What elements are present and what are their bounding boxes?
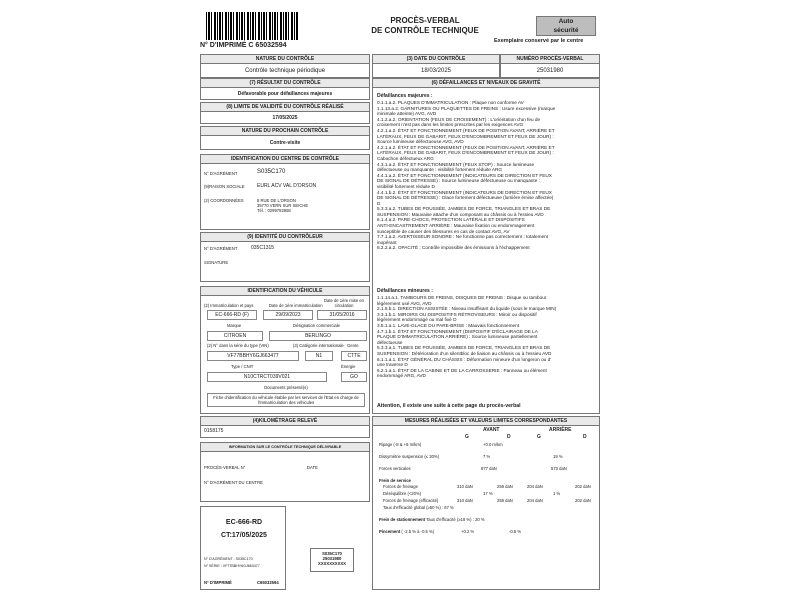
major-defects-title: Défaillances majeures : bbox=[377, 93, 433, 99]
major-defect-line: ANTI-ENCASTREMENT ARRIÈRE : Mauvaise fixation ou endommagement bbox=[377, 223, 535, 229]
title-line-2: DE CONTRÔLE TECHNIQUE bbox=[371, 26, 479, 35]
attention-note: Attention, il existe une suite à cette page du procès-verbal bbox=[377, 403, 521, 409]
minor-defect-line: légèrement endommagé ou mal fixé D bbox=[377, 317, 457, 323]
pv-value: 25031980 bbox=[536, 68, 564, 74]
model-value: BERLINGO bbox=[269, 331, 367, 341]
stub-plate: EC-666-RD bbox=[225, 519, 263, 526]
minor-defect-line: 6.2.1.a.1. ÉTAT DE LA CABINE ET DE LA CARROSSERIE : Panneau ou élément bbox=[377, 367, 547, 373]
center-box: IDENTIFICATION DU CENTRE DE CONTRÔLE N° D'AGRÉMENT S035C170 (9)RAISON SOCIALE EURL ACV VAL D'ORSON (2) COORDONNÉES 8 RUE DE L'ORSON 35770 VERN SUR SEICHE Tél. : 0299782958 bbox=[200, 154, 370, 230]
major-defect-line: 0.1.1.a.2. PLAQUES D'IMMATRICULATION : Plaque non conforme AV bbox=[377, 100, 524, 105]
major-defect-line: 8.2.2.a.2. OPACITÉ : Contrôle impossible des émissions à l'échappement bbox=[377, 245, 530, 251]
title-line-1: PROCÈS-VERBAL bbox=[390, 16, 460, 25]
signature-label: SIGNATURE bbox=[204, 260, 229, 265]
documents-note: Fiche d'identification du véhicule établie par les services de l'Etat en charge de l'immatriculation des véhicules bbox=[207, 393, 365, 407]
minor-defect-line: PLAQUE D'IMMATRICULATION ARRIÈRE) : Source lumineuse partiellement bbox=[377, 334, 538, 340]
date-value: 18/03/2025 bbox=[420, 68, 452, 74]
major-defect-line: Source lumineuse défectueuse AVG, AVD bbox=[377, 139, 464, 145]
minor-defect-line: une traverse D bbox=[377, 362, 408, 368]
minor-defect-line: 5.3.3.a.1. TUBES DE POUSSÉE, JAMBES DE FORCE, TRIANGLES ET BRAS DE bbox=[377, 345, 551, 351]
nature-value: Contrôle technique périodique bbox=[244, 68, 326, 74]
center-name: EURL ACV VAL D'ORSON bbox=[257, 183, 317, 189]
genre-value: CTTE bbox=[341, 351, 367, 361]
center-address: 8 RUE DE L'ORSON 35770 VERN SUR SEICHE Tél. : 0299782958 bbox=[257, 198, 309, 214]
major-defect-line: inopérant bbox=[377, 239, 397, 245]
major-defect-line: 4.1.2.a.2. ORIENTATION (FEUX DE CROISEMENT) : L'orientation d'un feu de bbox=[377, 116, 541, 122]
minor-defect-line: 6.1.1.a.1. ÉTAT GÉNÉRAL DU CHÂSSIS : Déformation mineure d'un longeron ou d' bbox=[377, 356, 552, 362]
ripage-value: +0.0 m/km bbox=[483, 442, 503, 447]
major-defect-line: minimale atteinte) AVG, AVD bbox=[377, 111, 437, 117]
minor-defect-line: légèrement usé AVG, AVD bbox=[377, 300, 432, 306]
vehicle-box: IDENTIFICATION DU VÉHICULE (2) Immatriculation et pays Date de 1ère immatriculation Date de 1ère mise en circulation EC-666-RD (F) 29/09/2023 31/05/2016 Marque Désignation commerciale CITROEN BERLINGO (2) N° dans la série du type (VIN) (3) Catégorie internationale Genre VF77BBHY6GJ663477 N1 CTTE Type / CNIT Énergie N10CTRCT039V021 GO Documents présenté(s) Fiche d'identification du véhicule établie par les services de l'Etat en charge de l'immatriculation des véhicules bbox=[200, 286, 370, 414]
pincement-row: Pincement ( -2.5 % à -0.5 %) bbox=[379, 529, 435, 534]
major-defect-line: DE SIGNAL DE DÉTRESSE) : Source lumineuse défectueuse ou manquante : bbox=[377, 178, 540, 184]
major-defect-line: DE SIGNAL DE DÉTRESSE) : Glace fortement défectueuse (lumière émise affectée) bbox=[377, 195, 554, 201]
validity-value: 17/05/2025 bbox=[272, 115, 298, 121]
major-defect-line: LATÉRAUX, FEUX DE GABARIT, FEUX D'ENCOMBREMENT ET FEUX DE JOUR) : bbox=[377, 150, 554, 156]
major-defect-line: 6.1.4.a.2. PARE-CHOCS, PROTECTION LATÉRALE ET DISPOSITIFS bbox=[377, 217, 525, 223]
next-control-value: Contre-visite bbox=[269, 140, 301, 146]
center-agrement: S035C170 bbox=[257, 169, 286, 175]
major-defect-line: 7.7.1.a.2. AVERTISSEUR SONORE : Ne fonctionne pas correctement : totalement bbox=[377, 234, 548, 240]
result-box: (7) RÉSULTAT DU CONTRÔLE Défavorable pour défaillances majeures bbox=[200, 78, 370, 100]
date-box: (3) DATE DU CONTRÔLE 18/03/2025 bbox=[372, 54, 500, 78]
first-circulation-value: 31/05/2016 bbox=[317, 310, 367, 320]
minor-defects-list bbox=[377, 295, 597, 379]
major-defect-line: 1.1.13.a.2. GARNITURES OU PLAQUETTES DE FREINS : Usure excessive (marque bbox=[377, 105, 556, 111]
service-brake-title: Frein de service bbox=[379, 478, 411, 483]
measures-box: MESURES RÉALISÉES ET VALEURS LIMITES CORRESPONDANTES AVANT ARRIÈRE G D G D Ripage (-8 & +8 m/km) +0.0 m/km Dissymétrie suspension (≤ 30%) 7 % 19 % Forces verticales 877 daN 573 daN Frein de service Forces de freinage 310 daN 259 daN 204 daN 202 daN Déséquilibre (<20%) 17 % 1 % Forces de freinage (efficacité) 310 daN 259 daN 204 daN 202 daN Taux d'efficacité global (≥50 %) : 67 % Frein de stationnement Taux d'efficacité (≥18 %) : 20 % Pincement ( -2.5 % à -0.5 %) +0.2 % -0.5 % bbox=[372, 416, 600, 590]
km-value: 0158175 bbox=[204, 428, 224, 434]
controller-agrement: 035C1315 bbox=[251, 245, 275, 251]
type-value: N10CTRCT039V021 bbox=[207, 372, 327, 382]
major-defect-line: défectueuse ou manquante : visibilité fortement réduite ARG bbox=[377, 167, 503, 173]
next-control-box: NATURE DU PROCHAIN CONTRÔLE Contre-visite bbox=[200, 126, 370, 150]
major-defect-line: D bbox=[377, 200, 381, 206]
vin-value: VF77BBHY6GJ663477 bbox=[207, 351, 299, 361]
validity-box: (8) LIMITE DE VALIDITÉ DU CONTRÔLE RÉALISÉ 17/05/2025 bbox=[200, 102, 370, 124]
major-defect-line: 4.4.1.a.2. ÉTAT ET FONCTIONNEMENT (INDICATEURS DE DIRECTION ET FEUX bbox=[377, 172, 552, 178]
imprime-label: N° D'IMPRIMÉ bbox=[200, 42, 247, 49]
major-defect-line: susceptible de causer des blessures en cas de contact AVG, AV bbox=[377, 228, 510, 234]
major-defect-line: SUSPENSION : Mauvaise attache d'un composant au châssis ou à l'essieu AVD bbox=[377, 211, 544, 217]
brand-logo: Auto sécurité bbox=[536, 16, 596, 36]
minor-defect-line: 2.1.5.b.1. DIRECTION ASSISTÉE : Niveau insuffisant du liquide (sous le marque MIN) bbox=[377, 306, 557, 312]
major-defect-line: 4.2.1.a.2. ÉTAT ET FONCTIONNEMENT (FEUX DE POSITION AVANT, ARRIÈRE ET bbox=[377, 127, 555, 133]
imprime-value: C 65032594 bbox=[248, 42, 287, 49]
result-value: Défavorable pour défaillances majeures bbox=[237, 91, 333, 97]
parking-brake-row: Frein de stationnement Taux d'efficacité (≥18 %) : 20 % bbox=[379, 517, 485, 522]
deliverable-box: INFORMATION SUR LE CONTRÔLE TECHNIQUE DÉLIVRABLE PROCÈS-VERBAL N° DATE N° D'AGRÉMENT DU CENTRE bbox=[200, 442, 370, 502]
major-defect-line: 4.3.1.a.2. ÉTAT ET FONCTIONNEMENT (FEUX STOP) : Source lumineuse bbox=[377, 161, 535, 167]
major-defect-line: 4.2.1.a.2. ÉTAT ET FONCTIONNEMENT (FEUX DE POSITION AVANT, ARRIÈRE ET bbox=[377, 144, 555, 150]
copy-note: Exemplaire conservé par le centre bbox=[494, 38, 584, 44]
minor-defect-line: SUSPENSION : Détérioration d'un silentbloc de liaison au châssis ou à l'essieu AVD bbox=[377, 350, 552, 356]
stub-imprime: C65032594 bbox=[257, 580, 279, 585]
minor-defect-line: endommagé ARG, AVD bbox=[377, 373, 426, 379]
major-defects-list bbox=[377, 100, 597, 251]
major-defect-line: 5.3.3.a.2. TUBES DE POUSSÉE, JAMBES DE FORCE, TRIANGLES ET BRAS DE bbox=[377, 206, 551, 212]
major-defect-line: croisement n'est pas dans les limites prescrites par les exigences AVG bbox=[377, 122, 524, 128]
energy-value: GO bbox=[341, 372, 367, 382]
km-box: (4)KILOMÉTRAGE RELEVÉ 0158175 bbox=[200, 416, 370, 438]
stub-ct-date: CT:17/05/2025 bbox=[221, 532, 267, 539]
minor-defect-line: 1.1.14.a.1. TAMBOURS DE FREINS, DISQUES DE FREINS : Disque ou tambour bbox=[377, 295, 547, 300]
plate-value: EC-666-RD (F) bbox=[207, 310, 257, 320]
nature-box: NATURE DU CONTRÔLE Contrôle technique périodique bbox=[200, 54, 370, 78]
minor-defect-line: 4.7.1.b.1. ÉTAT ET FONCTIONNEMENT (DISPOSITIF D'ÉCLAIRAGE DE LA bbox=[377, 328, 538, 334]
brand-value: CITROEN bbox=[207, 331, 263, 341]
first-registration-value: 29/09/2023 bbox=[263, 310, 313, 320]
minor-defect-line: 3.5.1.a.1. LAVE-GLACE DU PARE-BRISE : Mauvais fonctionnement bbox=[377, 322, 520, 328]
major-defect-line: Cabochon défectueux ARG bbox=[377, 155, 434, 161]
controller-box: (9) IDENTITÉ DU CONTRÔLEUR N° D'AGRÉMENT 035C1315 SIGNATURE bbox=[200, 232, 370, 282]
major-defect-line: 4.4.1.b.2. ÉTAT ET FONCTIONNEMENT (INDICATEURS DE DIRECTION ET FEUX bbox=[377, 189, 552, 195]
stub-box: EC-666-RD CT:17/05/2025 N° D'AGRÉMENT : S035C170 N° SÉRIE : VF77BBHY6GJ663477 N° D'IMPRIMÉ C65032594 bbox=[200, 506, 286, 590]
major-defect-line: LATÉRAUX, FEUX DE GABARIT, FEUX D'ENCOMBREMENT ET FEUX DE JOUR) : bbox=[377, 133, 554, 139]
defects-box: (6) DÉFAILLANCES ET NIVEAUX DE GRAVITÉ Défaillances majeures : 0.1.1.a.2. PLAQUES D'IMMATRICULATION : Plaque non conforme AV 1.1.13.a.2. GARNITURES OU PLAQUETTES DE FREINS : Usure excessive (marque minimale atteinte) AVG, AVD 4.1.2.a.2. ORIENTATION (FEUX DE CROISEMENT) : L'orientation d'un feu de croisement n'est pas dans les limites prescrites par les exigences AVG 4.2.1.a.2. ÉTAT ET FONCTIONNEMENT (FEUX DE POSITION AVANT, ARRIÈRE ET LATÉRAUX, FEUX DE GABARIT, FEUX D'ENCOMBREMENT ET FEUX DE JOUR) : Source lumineuse défectueuse AVG, AVD 4.2.1.a.2. ÉTAT ET FONCTIONNEMENT (FEUX DE POSITION AVANT, ARRIÈRE ET LATÉRAUX, FEUX DE GABARIT, FEUX D'ENCOMBREMENT ET FEUX DE JOUR) : Cabochon défectueux ARG 4.3.1.a.2. ÉTAT ET FONCTIONNEMENT (FEUX STOP) : Source lumineuse défectueuse ou manquante : visibilité fortement réduite ARG 4.4.1.a.2. ÉTAT ET FONCTIONNEMENT (INDICATEURS DE DIRECTION ET FEUX DE SIGNAL DE DÉTRESSE) : Source lumineuse défectueuse ou manquante : visibilité fortement réduite D 4.4.1.b.2. ÉTAT ET FONCTIONNEMENT (INDICATEURS DE DIRECTION ET FEUX DE SIGNAL DE DÉTRESSE) : Glace fortement défectueuse (lumière émise affectée) D 5.3.3.a.2. TUBES DE POUSSÉE, JAMBES DE FORCE, TRIANGLES ET BRAS DE SUSPENSION : Mauvaise attache d'un composant au châssis ou à l'essieu AVD 6.1.4.a.2. PARE-CHOCS, PROTECTION LATÉRALE ET DISPOSITIFS ANTI-ENCASTREMENT ARRIÈRE : Mauvaise fixation ou endommagement susceptible de causer des blessures en cas de contact AVG, AV 7.7.1.a.2. AVERTISSEUR SONORE : Ne fonctionne pas correctement : totalement inopérant 8.2.2.a.2. OPACITÉ : Contrôle impossible des émissions à l'échappement Défaillances mineures : 1.1.14.a.1. TAMBOURS DE FREINS, DISQUES DE FREINS : Disque ou tambour légèrement usé AVG, AVD 2.1.5.b.1. DIRECTION ASSISTÉE : Niveau insuffisant du liquide (sous le marque MIN) 3.3.1.b.1. MIROIRS OU DISPOSITIFS RÉTROVISEURS : Miroir ou dispositif légèrement endommagé ou mal fixé D 3.5.1.a.1. LAVE-GLACE DU PARE-BRISE : Mauvais fonctionnement 4.7.1.b.1. ÉTAT ET FONCTIONNEMENT (DISPOSITIF D'ÉCLAIRAGE DE LA PLAQUE D'IMMATRICULATION ARRIÈRE) : Source lumineuse partiellement défectueuse 5.3.3.a.1. TUBES DE POUSSÉE, JAMBES DE FORCE, TRIANGLES ET BRAS DE SUSPENSION : Détérioration d'un silentbloc de liaison au châssis ou à l'essieu AVD 6.1.1.a.1. ÉTAT GÉNÉRAL DU CHÂSSIS : Déformation mineure d'un longeron ou d' une traverse D 6.2.1.a.1. ÉTAT DE LA CABINE ET DE LA CARROSSERIE : Panneau ou élément endommagé ARG, AVD Attention, il existe une suite à cette page du procès-verbal bbox=[372, 78, 600, 414]
document-title bbox=[360, 16, 490, 36]
category-value: N1 bbox=[305, 351, 333, 361]
efficiency-rate: Taux d'efficacité global (≥50 %) : 67 % bbox=[383, 505, 454, 510]
stub-code-box: S035C170 25031980 XXXXXXXXXX bbox=[310, 548, 354, 572]
major-defect-line: visibilité fortement réduite D bbox=[377, 183, 435, 189]
minor-defect-line: défectueuse bbox=[377, 339, 403, 345]
minor-defect-line: 3.3.1.b.1. MIROIRS OU DISPOSITIFS RÉTROVISEURS : Miroir ou dispositif bbox=[377, 311, 537, 317]
barcode bbox=[206, 12, 298, 40]
minor-defects-title: Défaillances mineures : bbox=[377, 288, 433, 294]
imprime-number bbox=[200, 42, 287, 49]
pv-box: NUMÉRO PROCÈS-VERBAL 25031980 bbox=[500, 54, 600, 78]
